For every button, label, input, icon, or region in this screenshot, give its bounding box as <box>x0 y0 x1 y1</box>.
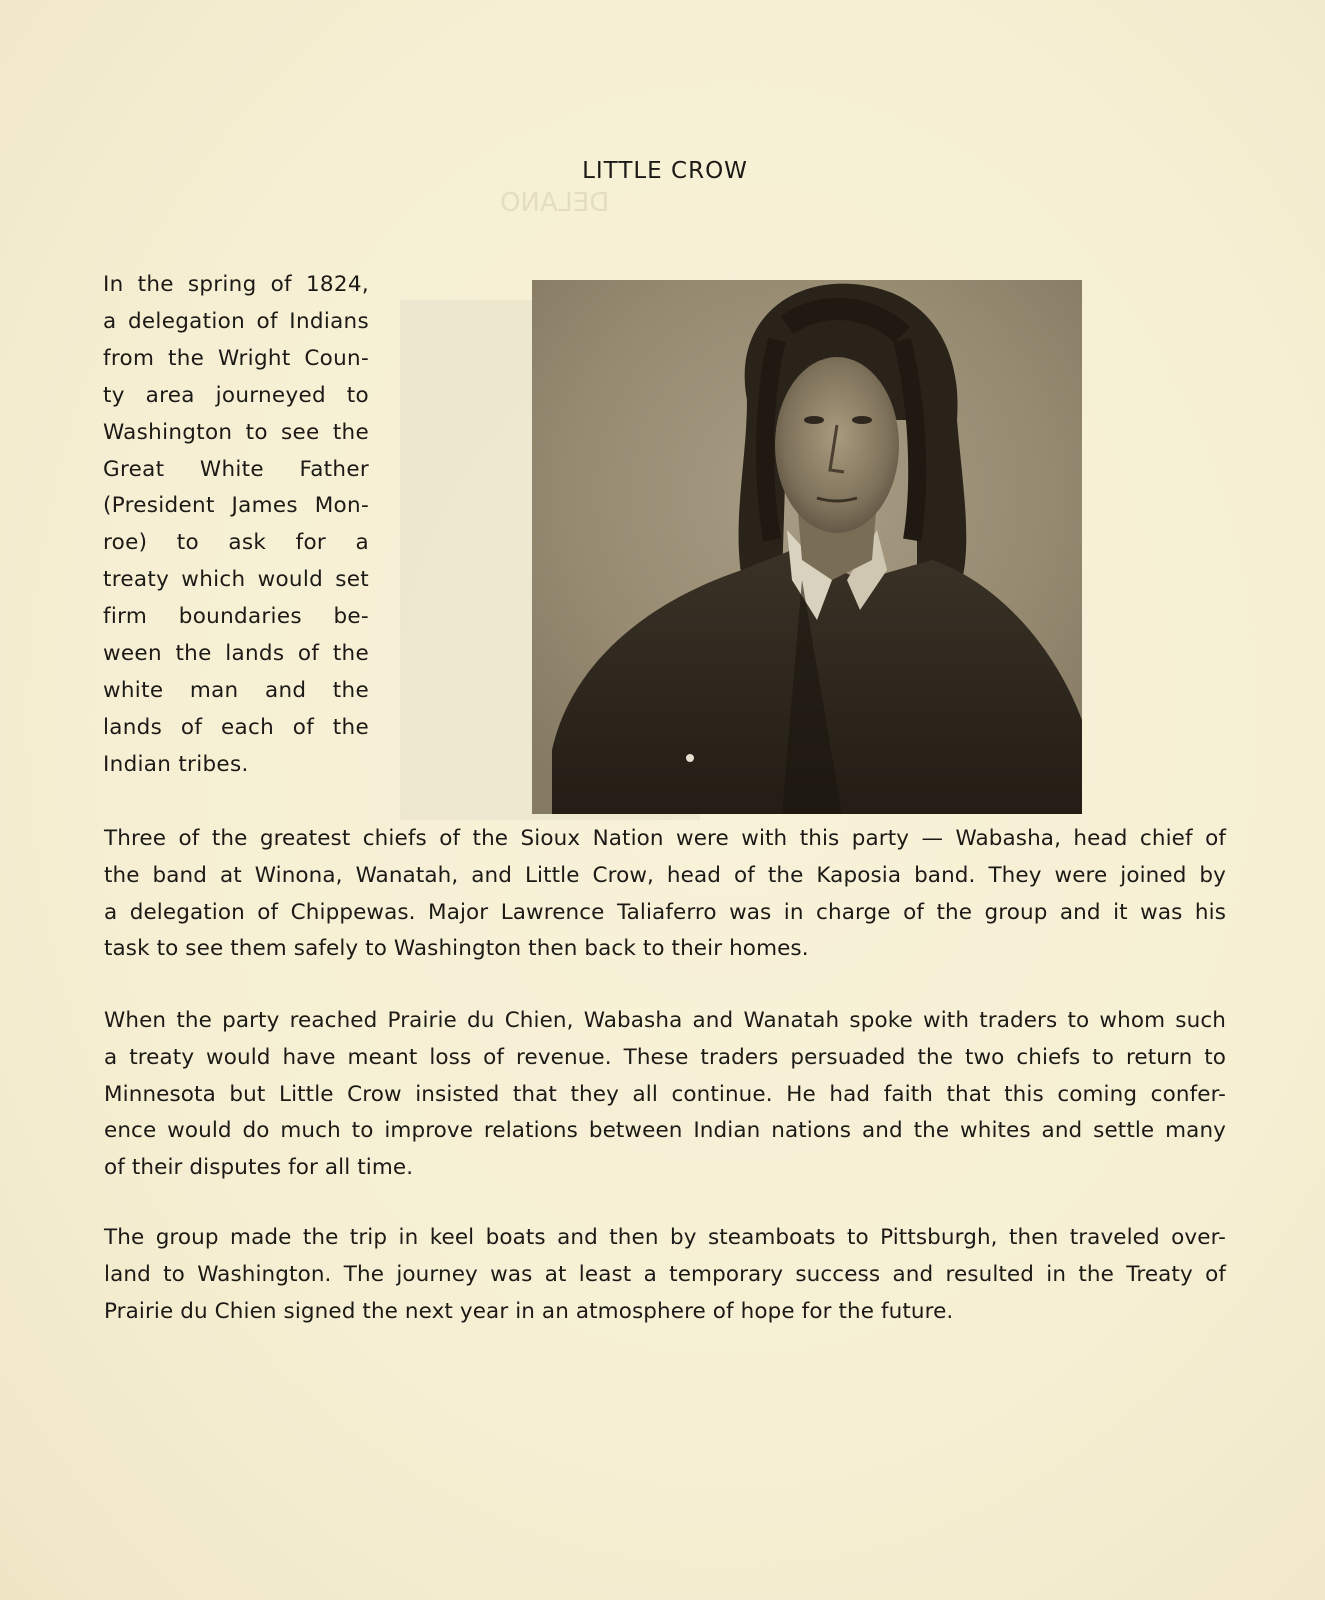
paragraph-line: Prairie du Chien signed the next year in an atmosphere of hope for the future. <box>104 1298 954 1324</box>
little-crow-portrait <box>532 280 1082 814</box>
intro-line: from the Wright Coun- <box>103 345 369 371</box>
intro-line: Washington to see the <box>103 419 369 445</box>
intro-line: a delegation of Indians <box>103 308 369 334</box>
portrait-photo <box>532 280 1082 814</box>
paragraph-line: task to see them safely to Washington then back to their homes. <box>104 936 809 962</box>
paragraph-line: land to Washington. The journey was at least a temporary success and resulted in the Treaty of <box>104 1261 1226 1287</box>
paragraph-line: Minnesota but Little Crow insisted that they all continue. He had faith that this coming confer- <box>104 1081 1226 1107</box>
paragraph-delegation <box>104 821 1226 968</box>
intro-paragraph <box>103 267 369 784</box>
intro-line: lands of each of the <box>103 714 369 740</box>
intro-line: roe) to ask for a <box>103 530 369 556</box>
paragraph-line: When the party reached Prairie du Chien, Wabasha and Wanatah spoke with traders to whom such <box>104 1008 1226 1033</box>
page-title: LITTLE CROW <box>582 158 748 184</box>
intro-line: Great White Father <box>103 456 369 482</box>
intro-line: Indian tribes. <box>103 751 249 777</box>
intro-line: firm boundaries be- <box>103 604 369 630</box>
bleed-through-text: DELANO <box>500 188 610 218</box>
paragraph-line: The group made the trip in keel boats and then by steamboats to Pittsburgh, then traveled over- <box>104 1225 1226 1250</box>
paragraph-line: ence would do much to improve relations between Indian nations and the whites and settle many <box>104 1118 1226 1144</box>
paragraph-line: a treaty would have meant loss of revenue. These traders persuaded the two chiefs to return to <box>104 1044 1226 1070</box>
intro-line: treaty which would set <box>103 567 369 593</box>
paragraph-journey <box>104 1220 1226 1330</box>
paragraph-line: of their disputes for all time. <box>104 1155 414 1181</box>
intro-line: ty area journeyed to <box>103 382 369 408</box>
paragraph-prairie-du-chien <box>104 1003 1226 1187</box>
intro-line: white man and the <box>103 677 369 703</box>
paragraph-line: a delegation of Chippewas. Major Lawrence Taliaferro was in charge of the group and it was his <box>104 899 1226 925</box>
intro-line: (President James Mon- <box>103 493 369 519</box>
paragraph-line: the band at Winona, Wanatah, and Little Crow, head of the Kaposia band. They were joined by <box>104 862 1226 888</box>
intro-line: ween the lands of the <box>103 641 369 667</box>
intro-line: In the spring of 1824, <box>103 272 369 297</box>
paragraph-line: Three of the greatest chiefs of the Sioux Nation were with this party — Wabasha, head chief of <box>104 826 1226 851</box>
